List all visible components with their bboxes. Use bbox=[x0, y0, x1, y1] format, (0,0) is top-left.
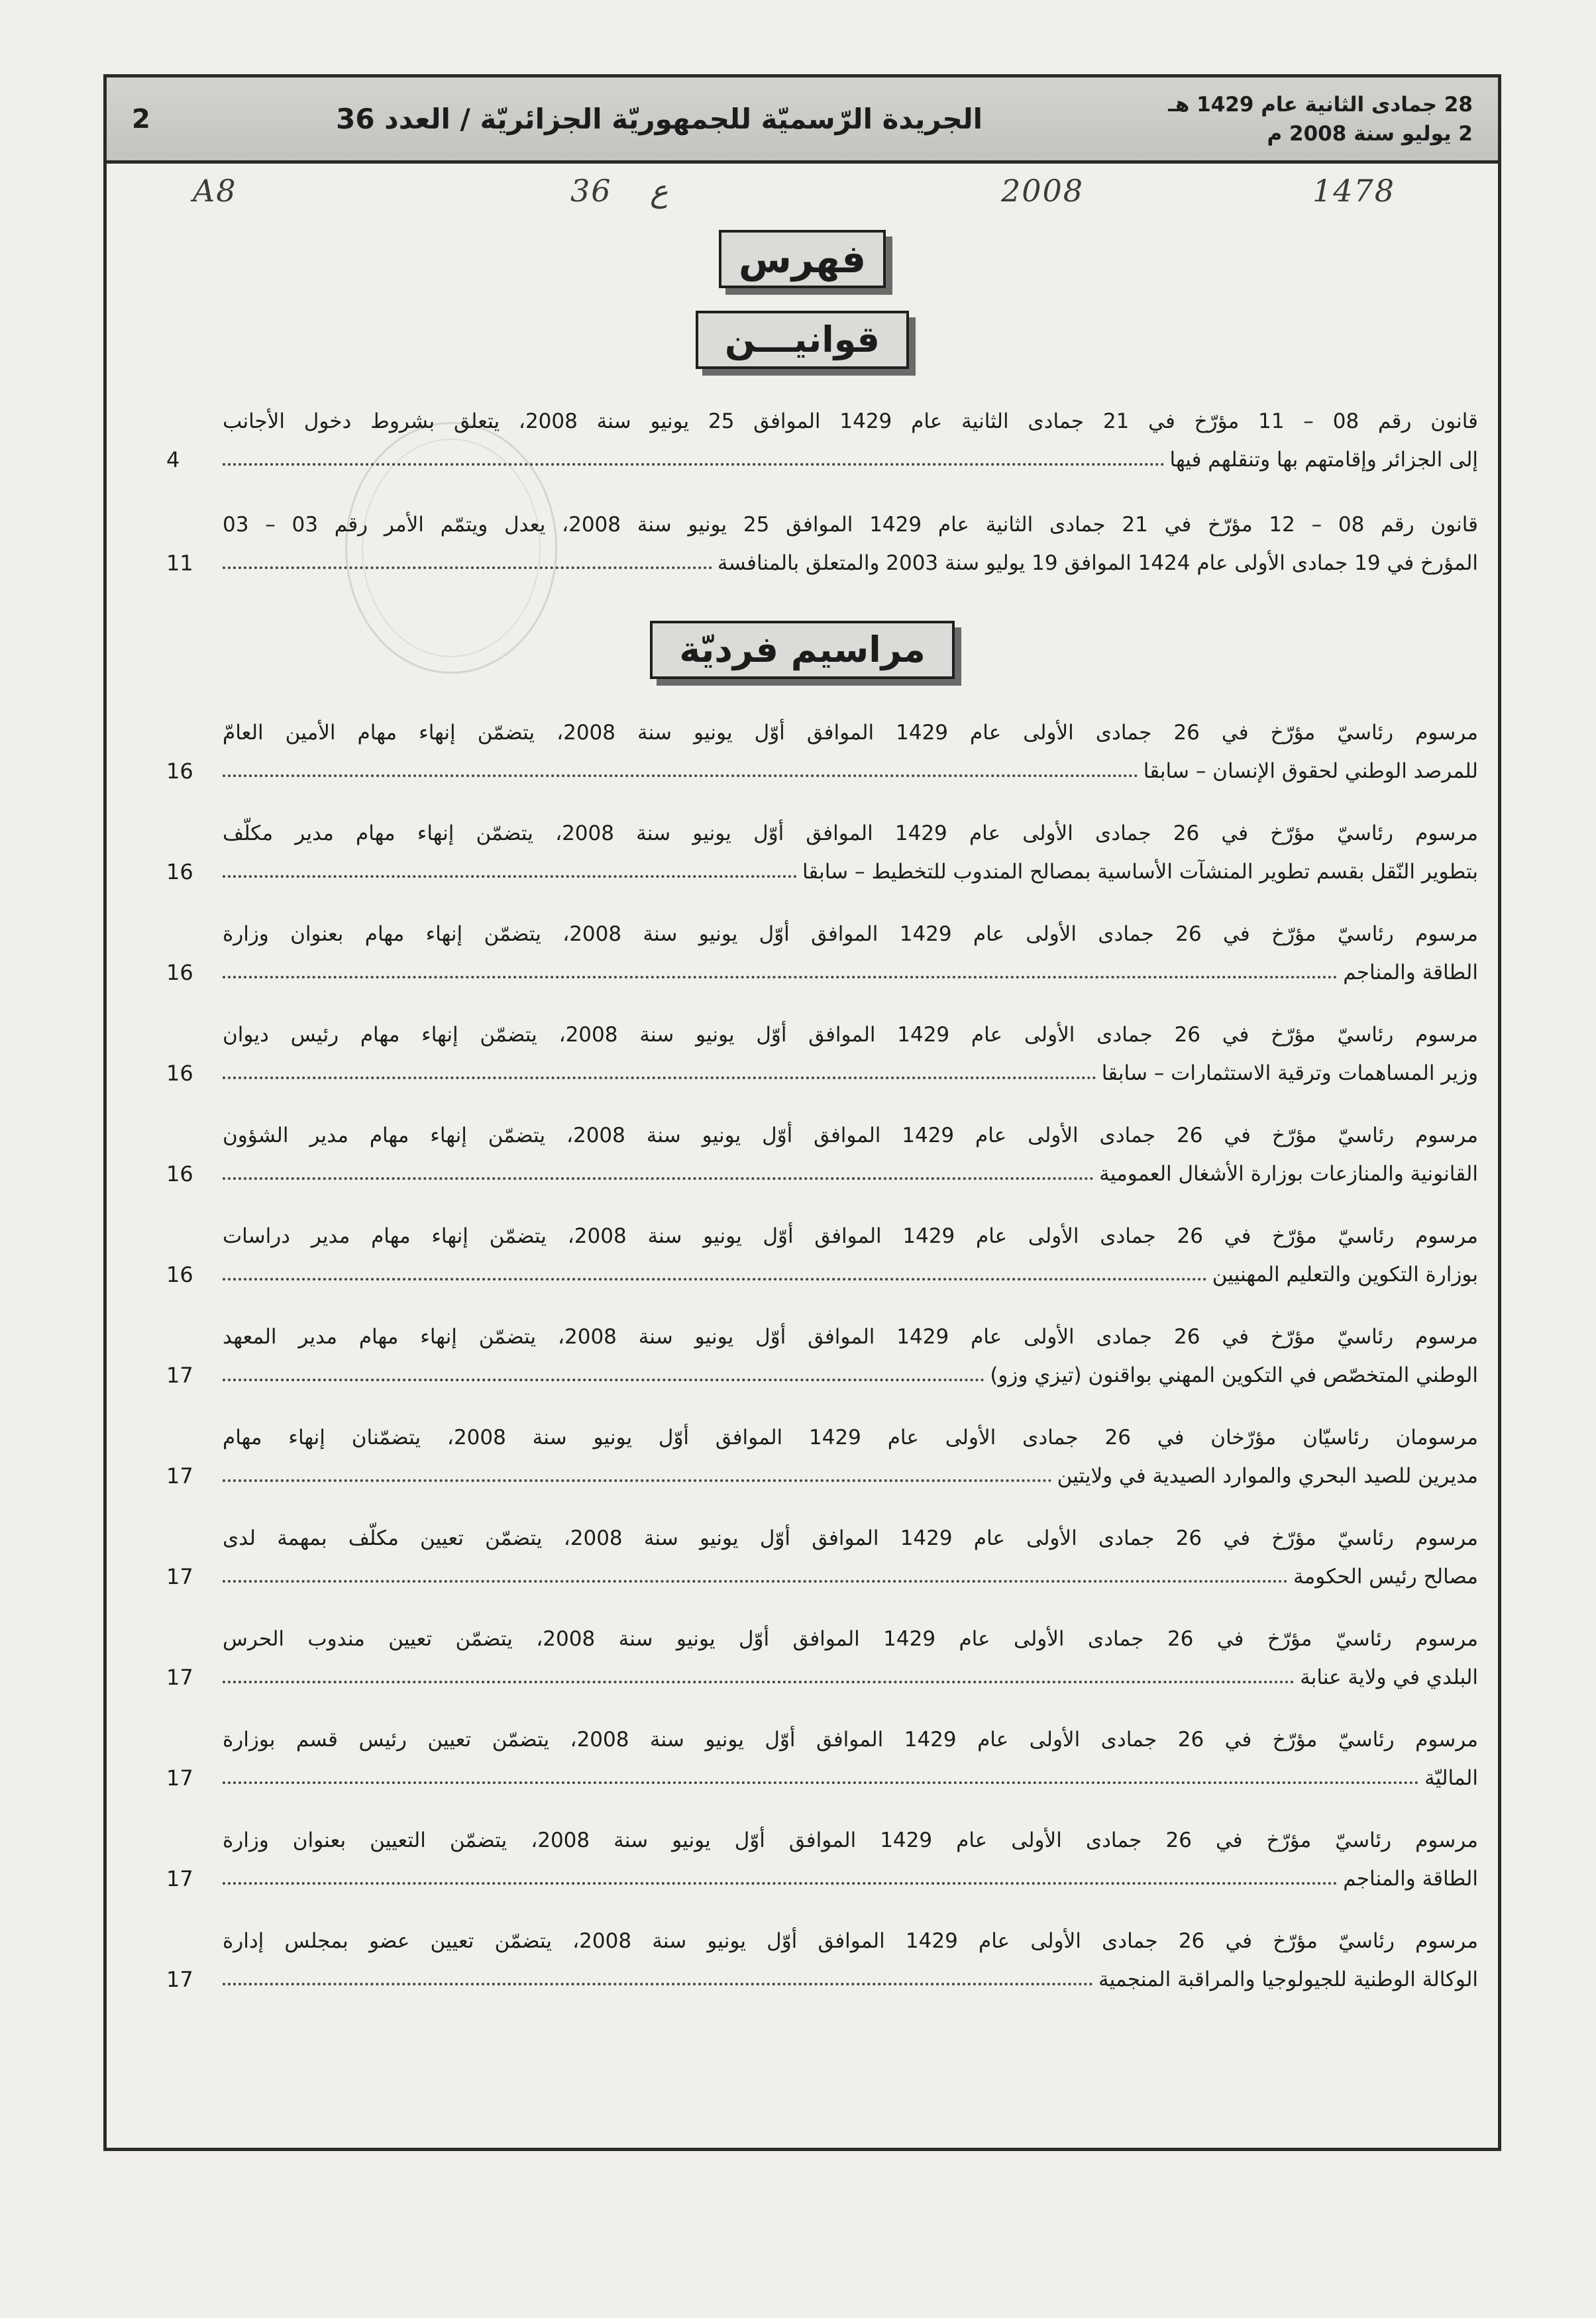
entry-page-number: 16 bbox=[166, 1262, 193, 1287]
entry-line-text: الوطني المتخصّص في التكوين المهني بواقنون (تيزي وزو) bbox=[990, 1363, 1478, 1387]
entry-page-number: 4 bbox=[166, 447, 180, 472]
entry-page-number: 16 bbox=[166, 960, 193, 985]
entry-page-number: 17 bbox=[166, 1665, 193, 1690]
entry-page-number: 17 bbox=[166, 1363, 193, 1388]
dot-leader bbox=[223, 976, 1338, 978]
toc-entry[interactable] bbox=[107, 1217, 1498, 1294]
entry-last-line bbox=[223, 1457, 1478, 1495]
toc-entry[interactable] bbox=[107, 1116, 1498, 1193]
toc-entry[interactable] bbox=[107, 1922, 1498, 1999]
gregorian-date: 2 يوليو سنة 2008 م bbox=[1267, 121, 1473, 146]
laws-list bbox=[107, 402, 1498, 582]
entry-last-line bbox=[223, 1860, 1478, 1898]
dot-leader bbox=[223, 1882, 1338, 1885]
toc-entry[interactable] bbox=[107, 1720, 1498, 1797]
toc-entry[interactable] bbox=[107, 814, 1498, 891]
entry-line-text: الماليّة bbox=[1424, 1766, 1478, 1790]
entry-last-line bbox=[223, 1759, 1478, 1797]
entry-page-number: 16 bbox=[166, 859, 193, 884]
toc-entry[interactable] bbox=[107, 1519, 1498, 1596]
handwritten-letter: ع bbox=[650, 173, 668, 209]
dot-leader bbox=[223, 1781, 1419, 1784]
entry-line-text: الوكالة الوطنية للجيولوجيا والمراقبة المنجمية bbox=[1098, 1968, 1478, 1991]
section-title-laws: قوانيـــن bbox=[696, 311, 909, 369]
entry-page-number: 11 bbox=[166, 551, 193, 576]
handwritten-code: 1478 bbox=[1312, 173, 1396, 209]
dot-leader bbox=[223, 1580, 1288, 1583]
dot-leader bbox=[223, 1479, 1052, 1482]
dot-leader bbox=[223, 1379, 984, 1381]
toc-entry[interactable] bbox=[107, 1418, 1498, 1495]
entry-line-text: مديرين للصيد البحري والموارد الصيدية في ولايتين bbox=[1057, 1464, 1478, 1488]
entry-line-text: مصالح رئيس الحكومة bbox=[1293, 1565, 1478, 1589]
handwritten-notes bbox=[107, 164, 1498, 237]
page-header bbox=[107, 78, 1498, 164]
toc-entry[interactable] bbox=[107, 915, 1498, 992]
entry-line: مرسوم رئاسيّ مؤرّخ في 26 جمادى الأولى عام 1429 الموافق أوّل يونيو سنة 2008، يتضمّن إنهاء مهام بعنوان وزارة bbox=[223, 922, 1478, 946]
dot-leader bbox=[223, 1077, 1096, 1079]
entry-line: مرسوم رئاسيّ مؤرّخ في 26 جمادى الأولى عام 1429 الموافق أوّل يونيو سنة 2008، يتضمّن إنهاء مهام مدير المعهد bbox=[223, 1325, 1478, 1349]
entry-line: مرسوم رئاسيّ مؤرّخ في 26 جمادى الأولى عام 1429 الموافق أوّل يونيو سنة 2008، يتضمّن تعيين مكلّف بمهمة لدى bbox=[223, 1526, 1478, 1550]
entry-line-text: إلى الجزائر وإقامتهم بها وتنقلهم فيها bbox=[1169, 448, 1478, 472]
entry-last-line bbox=[223, 752, 1478, 790]
decrees-list bbox=[107, 713, 1498, 1999]
entry-page-number: 17 bbox=[166, 1463, 193, 1489]
toc-entry[interactable] bbox=[107, 1620, 1498, 1697]
entry-last-line bbox=[223, 441, 1478, 479]
entry-line-text: البلدي في ولاية عنابة bbox=[1300, 1665, 1478, 1689]
section-title-decrees: مراسيم فرديّة bbox=[650, 621, 955, 679]
entry-line: مرسوم رئاسيّ مؤرّخ في 26 جمادى الأولى عام 1429 الموافق أوّل يونيو سنة 2008، يتضمّن التعيين بعنوان وزارة bbox=[223, 1828, 1478, 1852]
handwritten-issue: 36 bbox=[570, 173, 612, 209]
entry-last-line bbox=[223, 1658, 1478, 1697]
dot-leader bbox=[223, 1177, 1094, 1180]
entry-line-text: وزير المساهمات وترقية الاستثمارات – سابقا bbox=[1101, 1061, 1478, 1085]
entry-line-text: بوزارة التكوين والتعليم المهنيين bbox=[1212, 1263, 1478, 1287]
entry-page-number: 16 bbox=[166, 1061, 193, 1086]
dot-leader bbox=[223, 1983, 1093, 1985]
entry-page-number: 16 bbox=[166, 1161, 193, 1186]
entry-line: مرسوم رئاسيّ مؤرّخ في 26 جمادى الأولى عام 1429 الموافق أوّل يونيو سنة 2008، يتضمّن تعيين عضو بمجلس إدارة bbox=[223, 1929, 1478, 1953]
entry-page-number: 17 bbox=[166, 1866, 193, 1891]
entry-line: مرسوم رئاسيّ مؤرّخ في 26 جمادى الأولى عام 1429 الموافق أوّل يونيو سنة 2008، يتضمّن تعيين مندوب الحرس bbox=[223, 1627, 1478, 1651]
entry-page-number: 17 bbox=[166, 1564, 193, 1589]
entry-last-line bbox=[223, 1960, 1478, 1999]
entry-line: مرسوم رئاسيّ مؤرّخ في 26 جمادى الأولى عام 1429 الموافق أوّل يونيو سنة 2008، يتضمّن إنهاء مهام مدير مكلّف bbox=[223, 821, 1478, 845]
entry-line: قانون رقم 08 – 12 مؤرّخ في 21 جمادى الثانية عام 1429 الموافق 25 يونيو سنة 2008، يعدل ويتمّم الأمر رقم 03 – 03 bbox=[223, 513, 1478, 537]
entry-line-text: بتطوير النّقل بقسم تطوير المنشآت الأساسية بمصالح المندوب للتخطيط – سابقا bbox=[802, 860, 1478, 884]
entry-line-text: للمرصد الوطني لحقوق الإنسان – سابقا bbox=[1143, 759, 1478, 783]
entry-page-number: 17 bbox=[166, 1967, 193, 1992]
handwritten-year: 2008 bbox=[1001, 173, 1085, 209]
toc-entry[interactable] bbox=[107, 402, 1498, 479]
toc-entry[interactable] bbox=[107, 505, 1498, 582]
entry-last-line bbox=[223, 1155, 1478, 1193]
index-title: فهرس bbox=[719, 230, 886, 288]
dot-leader bbox=[223, 875, 797, 878]
entry-line: مرسوم رئاسيّ مؤرّخ في 26 جمادى الأولى عام 1429 الموافق أوّل يونيو سنة 2008، يتضمّن إنهاء مهام رئيس ديوان bbox=[223, 1023, 1478, 1047]
hijri-date: 28 جمادى الثانية عام 1429 هـ bbox=[1168, 92, 1473, 117]
toc-entry[interactable] bbox=[107, 713, 1498, 790]
toc-entry[interactable] bbox=[107, 1821, 1498, 1898]
toc-entry[interactable] bbox=[107, 1318, 1498, 1395]
dot-leader bbox=[223, 566, 712, 569]
entry-last-line bbox=[223, 1557, 1478, 1596]
page-number: 2 bbox=[132, 103, 150, 134]
entry-page-number: 16 bbox=[166, 759, 193, 784]
entry-last-line bbox=[223, 1356, 1478, 1395]
entry-last-line bbox=[223, 853, 1478, 891]
dot-leader bbox=[223, 1278, 1207, 1281]
header-dates bbox=[1168, 90, 1473, 148]
entry-last-line bbox=[223, 1255, 1478, 1294]
entry-line-text: المؤرخ في 19 جمادى الأولى عام 1424 الموافق 19 يوليو سنة 2003 والمتعلق بالمنافسة bbox=[717, 551, 1478, 575]
entry-page-number: 17 bbox=[166, 1765, 193, 1791]
entry-line-text: الطاقة والمناجم bbox=[1343, 1867, 1478, 1891]
entry-last-line bbox=[223, 1054, 1478, 1092]
dot-leader bbox=[223, 774, 1138, 777]
handwritten-left: A8 bbox=[193, 173, 237, 209]
entry-line: مرسوم رئاسيّ مؤرّخ في 26 جمادى الأولى عام 1429 الموافق أوّل يونيو سنة 2008، يتضمّن إنهاء مهام مدير دراسات bbox=[223, 1224, 1478, 1248]
entry-line: مرسوم رئاسيّ مؤرّخ في 26 جمادى الأولى عام 1429 الموافق أوّل يونيو سنة 2008، يتضمّن تعيين رئيس قسم بوزارة bbox=[223, 1728, 1478, 1752]
entry-line: قانون رقم 08 – 11 مؤرّخ في 21 جمادى الثانية عام 1429 الموافق 25 يونيو سنة 2008، يتعلق بشروط دخول الأجانب bbox=[223, 409, 1478, 433]
entry-line-text: القانونية والمنازعات بوزارة الأشغال العمومية bbox=[1099, 1162, 1478, 1186]
entry-line: مرسوم رئاسيّ مؤرّخ في 26 جمادى الأولى عام 1429 الموافق أوّل يونيو سنة 2008، يتضمّن إنهاء مهام مدير الشؤون bbox=[223, 1124, 1478, 1147]
entry-line: مرسوم رئاسيّ مؤرّخ في 26 جمادى الأولى عام 1429 الموافق أوّل يونيو سنة 2008، يتضمّن إنهاء مهام الأمين العامّ bbox=[223, 721, 1478, 745]
toc-entry[interactable] bbox=[107, 1016, 1498, 1092]
journal-title: الجريدة الرّسميّة للجمهوريّة الجزائريّة / العدد 36 bbox=[336, 103, 983, 135]
entry-line-text: الطاقة والمناجم bbox=[1343, 961, 1478, 984]
page-frame bbox=[103, 74, 1501, 2151]
dot-leader bbox=[223, 1681, 1295, 1683]
entry-last-line bbox=[223, 953, 1478, 992]
entry-last-line bbox=[223, 544, 1478, 582]
dot-leader bbox=[223, 463, 1165, 466]
entry-line: مرسومان رئاسيّان مؤرّخان في 26 جمادى الأولى عام 1429 الموافق أوّل يونيو سنة 2008، يتضمّنان إنهاء مهام bbox=[223, 1426, 1478, 1449]
